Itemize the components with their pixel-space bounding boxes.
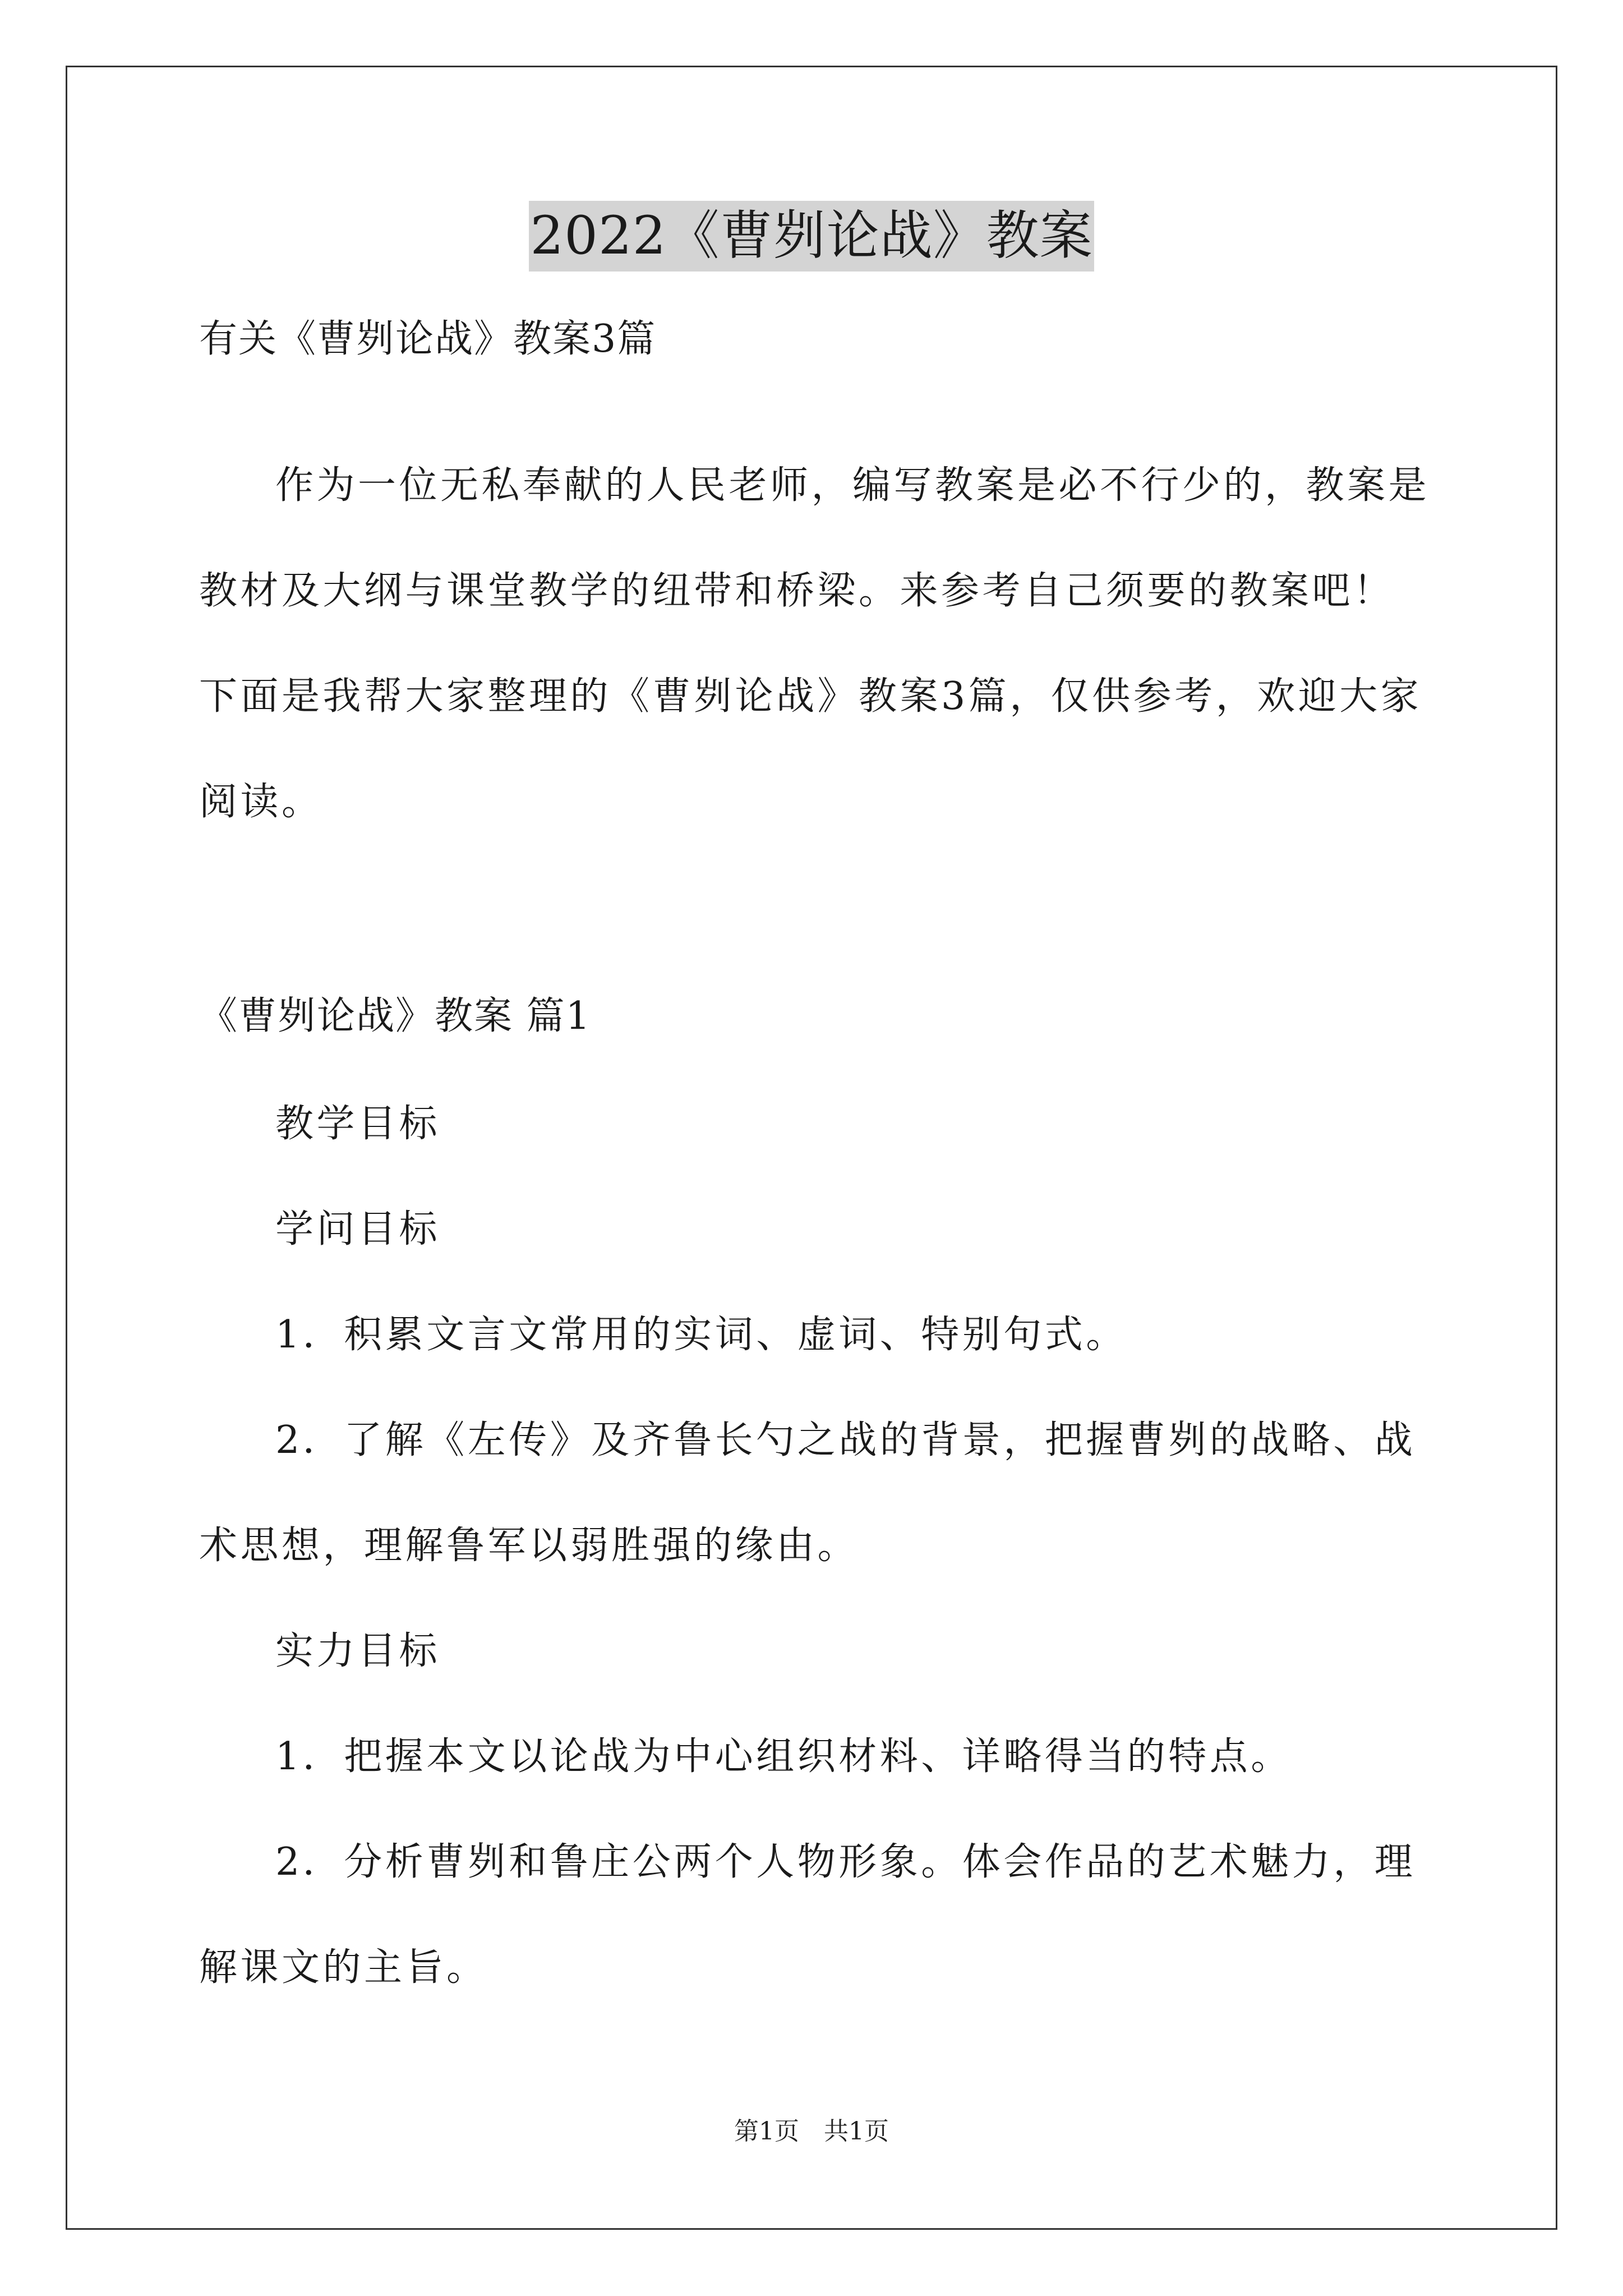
intro-block [199,433,1433,855]
body-paragraph-ability-2: 2．分析曹刿和鲁庄公两个人物形象。体会作品的艺术魅力，理解课文的主旨。 [199,1840,1416,1990]
body-paragraph-knowledge-2: 2．了解《左传》及齐鲁长勺之战的背景，把握曹刿的战略、战术思想，理解鲁军以弱胜强的缘由。 [199,1418,1416,1568]
page-footer: 第1页 共1页 [734,2117,889,2146]
body-paragraph-knowledge-goals: 学问目标 [275,1207,441,1251]
body-paragraph-ability-goals: 实力目标 [275,1629,441,1673]
body-paragraph-teaching-goals: 教学目标 [275,1102,441,1146]
body-paragraph-knowledge-1: 1．积累文言文常用的实词、虚词、特别句式。 [275,1313,1127,1357]
body-paragraph-ability-1: 1．把握本文以论战为中心组织材料、详略得当的特点。 [275,1734,1292,1779]
document-subtitle: 有关《曹刿论战》教案3篇 [199,317,657,361]
section-heading: 《曹刿论战》教案 篇1 [199,994,591,1038]
body-block [199,1071,1433,2021]
document-title-wrapper [0,201,1623,272]
intro-paragraph: 作为一位无私奉献的人民老师，编写教案是必不行少的，教案是教材及大纲与课堂教学的纽带和桥梁。来参考自己须要的教案吧！下面是我帮大家整理的《曹刿论战》教案3篇，仅供参考，欢迎大家阅读。 [199,463,1430,824]
document-title: 2022《曹刿论战》教案 [529,201,1094,272]
